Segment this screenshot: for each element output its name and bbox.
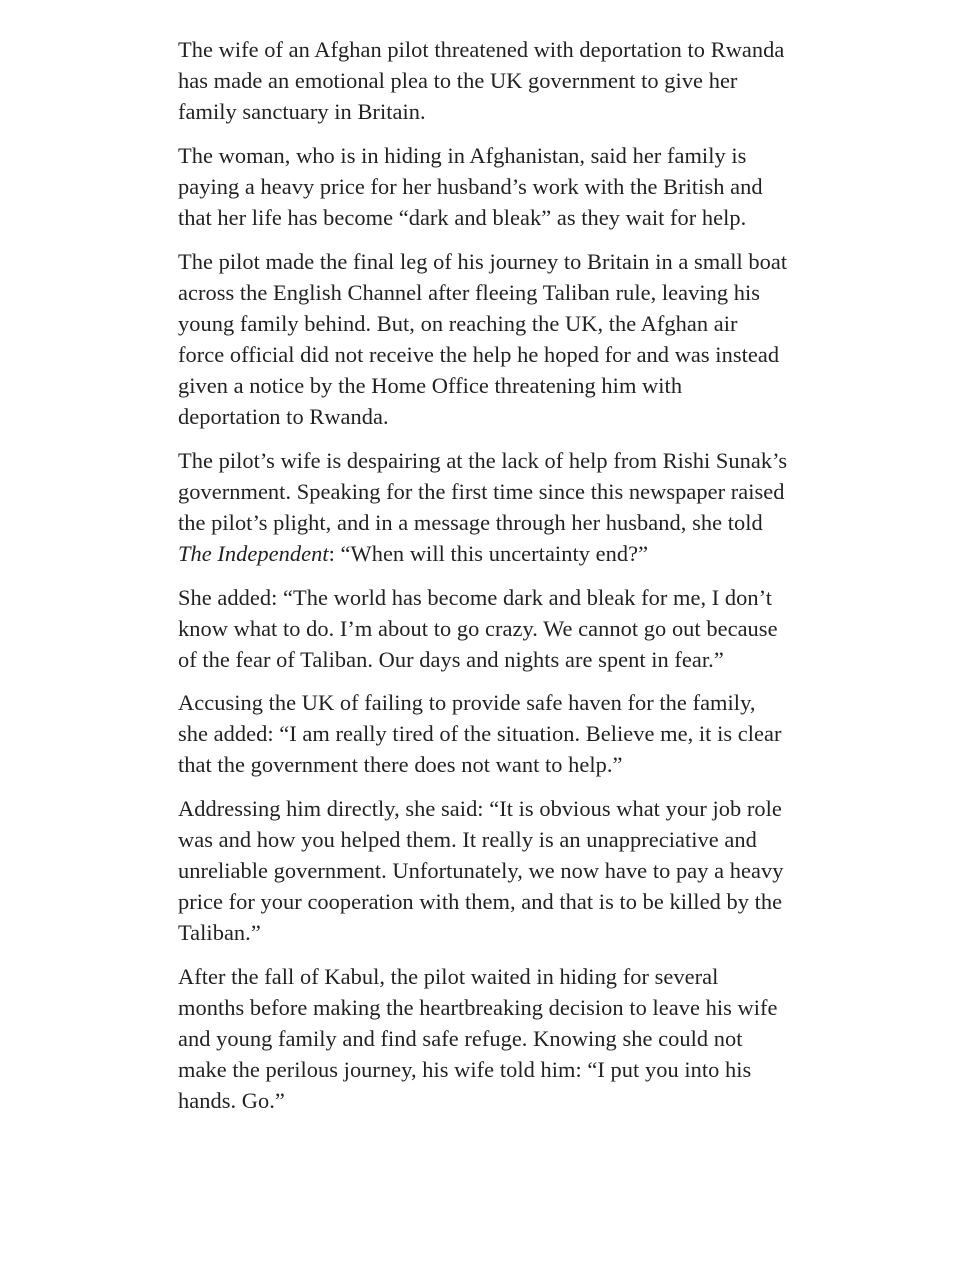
paragraph-text: : “When will this uncertainty end?” [328, 540, 649, 566]
article-paragraph: Accusing the UK of failing to provide safe haven for the family, she added: “I am really tired of the situation. Believe me, it is clear that the government there does not want to help.” [178, 690, 782, 778]
article-paragraph: She added: “The world has become dark and bleak for me, I don’t know what to do. I’m about to go crazy. We cannot go out because of the fear of Taliban. Our days and nights are spent in fear.” [178, 584, 778, 672]
article-paragraph: The woman, who is in hiding in Afghanistan, said her family is paying a heavy price for her husband’s work with the British and that her life has become “dark and bleak” as they wait for help. [178, 142, 763, 230]
article-paragraph: The wife of an Afghan pilot threatened with deportation to Rwanda has made an emotional plea to the UK government to give her family sanctuary in Britain. [178, 37, 785, 125]
article-paragraph: After the fall of Kabul, the pilot waited in hiding for several months before making the heartbreaking decision to leave his wife and young family and find safe refuge. Knowing she could not make the perilous journey, his wife told him: “I put you into his hands. Go.” [178, 964, 778, 1114]
article-paragraph: Addressing him directly, she said: “It is obvious what your job role was and how you helped them. It really is an unappreciative and unreliable government. Unfortunately, we now have to pay a heavy price for your cooperation with them, and that is to be killed by the Taliban.” [178, 796, 784, 946]
article-body [178, 34, 788, 1129]
article-paragraph: The pilot made the final leg of his journey to Britain in a small boat across the English Channel after fleeing Taliban rule, leaving his young family behind. But, on reaching the UK, the Afghan air force official did not receive the help he hoped for and was instead given a notice by the Home Office threatening him with deportation to Rwanda. [178, 248, 788, 430]
article-paragraph [178, 445, 788, 569]
publication-name: The Independent [178, 540, 329, 566]
paragraph-text: The pilot’s wife is despairing at the lack of help from Rishi Sunak’s government. Speaking for the first time since this newspaper raised the pilot’s plight, and in a message through her husband, she told [178, 447, 788, 535]
